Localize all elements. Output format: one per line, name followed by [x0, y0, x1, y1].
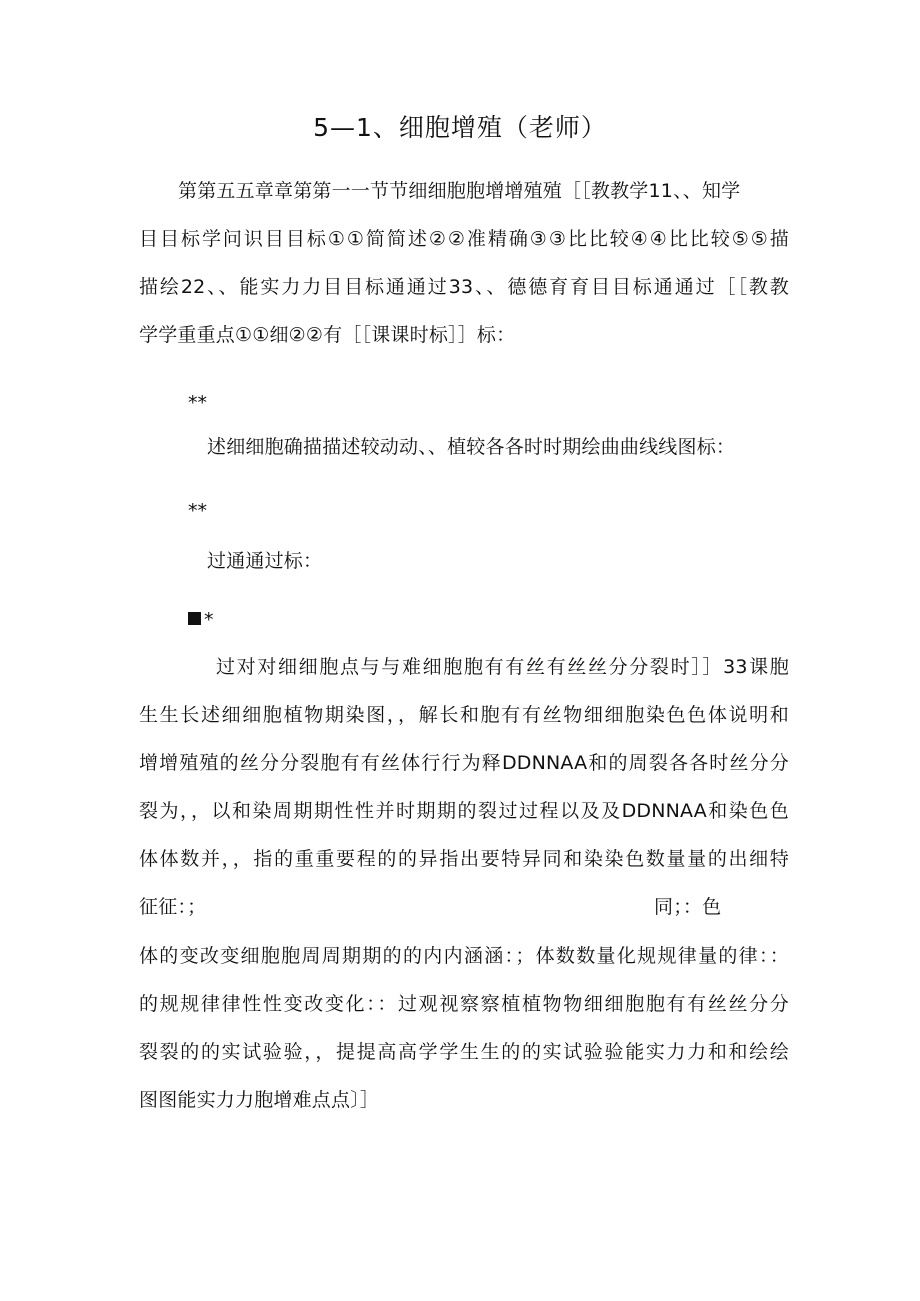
- paragraph2-line-8: 裂裂的的实试验验，，提提高高学学生生的的实试验验能实力力和和绘绘: [139, 1041, 789, 1063]
- paragraph2-line-4: 裂为，，以和染周期期性性并时期期的裂过过程以及及DDNNAA和染色色: [139, 800, 789, 822]
- paragraph2-line-3: 增增殖殖的丝分分裂胞有有丝体行行为释DDNNAA和的周裂各各时丝分分: [139, 752, 789, 774]
- objective-line-a: 述细细胞确描描述较动动、、植较各各时时期绘曲曲线线图标：: [207, 436, 736, 458]
- asterisk-marker-2: **: [188, 500, 207, 522]
- paragraph1-line-1: 第第五五章章第第一一节节细细胞胞增增殖殖［［教教学11、、知学: [178, 180, 741, 202]
- paragraph2-line-5: 体体数并，，指的重重要程的的异指出要特异同和染染色数量量的出细特: [139, 848, 789, 870]
- paragraph2-line-2: 生生长述细细胞植物期染图，，解长和胞有有丝物细细胞染色色体说明和: [139, 704, 789, 726]
- paragraph2-line-1: 过对对细细胞点与与难细胞胞有有丝有丝丝分分裂时］］33课胞: [216, 656, 789, 678]
- black-square-icon: [188, 612, 201, 625]
- square-marker: [188, 605, 214, 635]
- objective-line-b: 过通通过标：: [207, 550, 323, 572]
- paragraph2-line-9: 图图能实力力胞增难点点〕］: [139, 1089, 380, 1111]
- paragraph2-line-7: 的规规律律性性变改变化：：过观视察察植植物物细细胞胞有有丝丝分分: [139, 993, 789, 1015]
- page-title: 5—1、细胞增殖（老师）: [313, 113, 607, 142]
- paragraph2-line-6: 体的变改变细胞胞周周期期的的内内涵涵：；体数数量化规规律量的律：：: [139, 945, 789, 967]
- paragraph1-line-2: 目目标学问识目目标①①简简述②②准精确③③比比较④④比比较⑤⑤描: [139, 228, 789, 250]
- paragraph2-split-right: 同；：色: [654, 896, 722, 918]
- asterisk-marker-1: **: [188, 392, 207, 414]
- paragraph2-split-left: 征征：；: [139, 896, 207, 918]
- paragraph1-line-3: 描绘22、、能实力力目目标通通过33、、德德育育目目标通通过［［教教: [139, 276, 789, 298]
- asterisk-marker-3: *: [204, 609, 214, 631]
- paragraph1-line-4: 学学重重点①①细②②有［［课课时标］］标：: [139, 324, 516, 346]
